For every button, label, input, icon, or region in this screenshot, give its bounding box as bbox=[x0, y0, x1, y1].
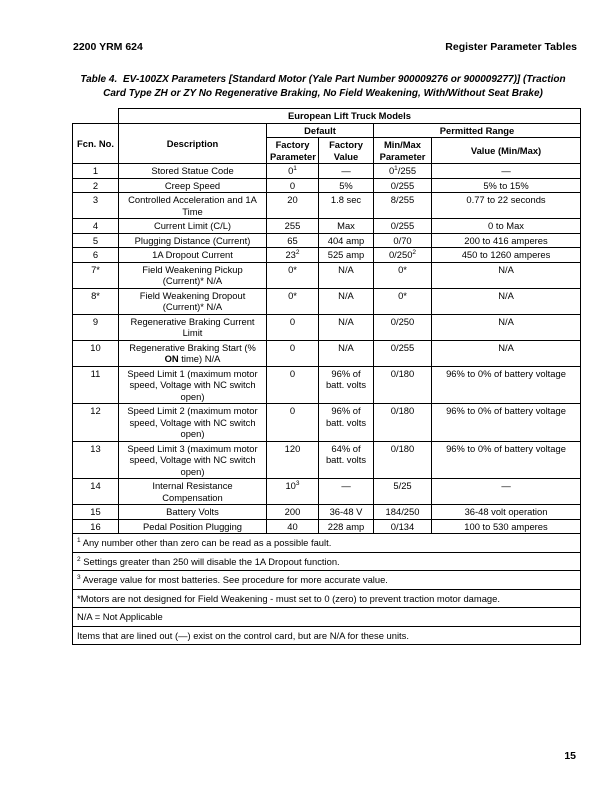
minmax-parameter-cell bbox=[374, 233, 432, 248]
footnote-text: Items that are lined out (—) exist on the control card, but are N/A for these units. bbox=[77, 629, 409, 641]
minmax-parameter-value: 0/250 bbox=[390, 315, 415, 327]
factory-parameter-cell bbox=[267, 340, 319, 366]
col-header-value-minmax: Value (Min/Max) bbox=[432, 138, 581, 164]
footnote-cell bbox=[73, 626, 581, 645]
footnote-cell bbox=[73, 608, 581, 627]
col-header-factory-value: Factory Value bbox=[319, 138, 374, 164]
footnote-text: Settings greater than 250 will disable the 1A Dropout function. bbox=[83, 555, 340, 567]
value-range-cell: — bbox=[432, 164, 581, 179]
factory-parameter-value: 0 bbox=[289, 315, 296, 327]
value-range-cell: 96% to 0% of battery voltage bbox=[432, 404, 581, 442]
factory-parameter-cell bbox=[267, 178, 319, 193]
value-range-cell: 5% to 15% bbox=[432, 178, 581, 193]
footnote-ref: 1 bbox=[293, 164, 297, 172]
table-row bbox=[73, 340, 581, 366]
minmax-parameter-cell bbox=[374, 441, 432, 479]
minmax-parameter-suffix: /255 bbox=[397, 165, 417, 176]
footnote-row bbox=[73, 534, 581, 553]
factory-parameter-cell bbox=[267, 314, 319, 340]
factory-parameter-value: 40 bbox=[287, 520, 298, 532]
factory-parameter-value: 0 bbox=[289, 367, 296, 379]
factory-parameter-cell bbox=[267, 164, 319, 179]
col-header-fcn: Fcn. No. bbox=[73, 123, 119, 164]
footnote-row bbox=[73, 552, 581, 571]
table-row bbox=[73, 479, 581, 505]
fcn-cell: 15 bbox=[73, 505, 119, 520]
footnote-ref: 1 bbox=[394, 164, 398, 172]
factory-value-cell: 96% of batt. volts bbox=[319, 404, 374, 442]
factory-parameter-cell bbox=[267, 441, 319, 479]
minmax-parameter-value: 184/250 bbox=[385, 506, 420, 517]
factory-parameter-value: 10 bbox=[285, 480, 296, 491]
minmax-parameter-value: 0* bbox=[398, 263, 407, 275]
minmax-parameter-value: 0/180 bbox=[390, 367, 415, 379]
factory-parameter-value: 0 bbox=[289, 405, 296, 416]
footnote-text: *Motors are not designed for Field Weakening - must set to 0 (zero) to prevent traction motor damage. bbox=[77, 592, 500, 604]
factory-value-cell: 96% of batt. volts bbox=[319, 366, 374, 404]
minmax-parameter-cell bbox=[374, 340, 432, 366]
value-range-cell: 0.77 to 22 seconds bbox=[432, 193, 581, 219]
description-text: Regenerative Braking Start (% bbox=[129, 341, 256, 353]
minmax-parameter-value: 0/180 bbox=[390, 442, 415, 454]
table-row bbox=[73, 248, 581, 263]
fcn-cell: 16 bbox=[73, 519, 119, 534]
factory-parameter-value: 255 bbox=[284, 220, 301, 231]
value-range-cell: 36-48 volt operation bbox=[432, 505, 581, 520]
fcn-cell: 9 bbox=[73, 314, 119, 340]
value-range-cell: N/A bbox=[432, 288, 581, 314]
footnote-text: Any number other than zero can be read as a possible fault. bbox=[82, 537, 332, 548]
factory-parameter-value: 120 bbox=[284, 442, 301, 454]
minmax-parameter-value: 0* bbox=[398, 289, 407, 301]
factory-value-cell: N/A bbox=[319, 340, 374, 366]
footnote-marker: 2 bbox=[77, 555, 81, 563]
table-row bbox=[73, 366, 581, 404]
factory-parameter-cell bbox=[267, 262, 319, 288]
description-cell: Controlled Acceleration and 1A Time bbox=[119, 193, 267, 219]
description-cell: Field Weakening Pickup (Current)* N/A bbox=[119, 262, 267, 288]
factory-parameter-value: 0 bbox=[289, 341, 296, 353]
table-caption-label: Table 4. bbox=[80, 74, 118, 85]
table-row bbox=[73, 193, 581, 219]
table-row bbox=[73, 164, 581, 179]
factory-parameter-cell bbox=[267, 479, 319, 505]
fcn-cell: 1 bbox=[73, 164, 119, 179]
table-row bbox=[73, 219, 581, 234]
factory-value-cell: 5% bbox=[319, 178, 374, 193]
col-group-permitted-range: Permitted Range bbox=[374, 123, 581, 138]
description-cell: Field Weakening Dropout (Current)* N/A bbox=[119, 288, 267, 314]
col-header-description: Description bbox=[119, 123, 267, 164]
footnote-cell bbox=[73, 571, 581, 590]
minmax-parameter-cell bbox=[374, 164, 432, 179]
footnote-marker: 1 bbox=[77, 536, 81, 544]
value-range-cell: N/A bbox=[432, 340, 581, 366]
factory-value-cell: N/A bbox=[319, 314, 374, 340]
factory-value-cell: 1.8 sec bbox=[319, 193, 374, 219]
minmax-parameter-cell bbox=[374, 366, 432, 404]
footnote-cell bbox=[73, 552, 581, 571]
fcn-cell: 2 bbox=[73, 178, 119, 193]
factory-parameter-value: 0* bbox=[288, 289, 297, 301]
fcn-cell: 14 bbox=[73, 479, 119, 505]
parameter-table bbox=[72, 108, 581, 645]
description-cell: Speed Limit 1 (maximum motor speed, Voltage with NC switch open) bbox=[119, 366, 267, 404]
value-range-cell: — bbox=[432, 479, 581, 505]
factory-parameter-cell bbox=[267, 193, 319, 219]
table-row bbox=[73, 288, 581, 314]
factory-value-cell: 404 amp bbox=[319, 233, 374, 248]
minmax-parameter-value: 0/70 bbox=[393, 234, 412, 246]
fcn-cell: 6 bbox=[73, 248, 119, 263]
minmax-parameter-value: 0/255 bbox=[390, 220, 415, 231]
factory-parameter-cell bbox=[267, 288, 319, 314]
description-cell: Internal Resistance Compensation bbox=[119, 479, 267, 505]
fcn-cell: 5 bbox=[73, 233, 119, 248]
factory-value-cell: N/A bbox=[319, 262, 374, 288]
factory-parameter-value: 65 bbox=[287, 234, 298, 246]
description-cell: Creep Speed bbox=[119, 178, 267, 193]
footnote-marker: 3 bbox=[77, 573, 81, 581]
col-header-factory-parameter: Factory Parameter bbox=[267, 138, 319, 164]
description-text: time) N/A bbox=[178, 353, 221, 364]
fcn-cell: 3 bbox=[73, 193, 119, 219]
factory-parameter-cell bbox=[267, 233, 319, 248]
table-row bbox=[73, 404, 581, 442]
minmax-parameter-value: 0/180 bbox=[390, 405, 415, 416]
factory-parameter-value: 0 bbox=[288, 165, 294, 176]
value-range-cell: 450 to 1260 amperes bbox=[432, 248, 581, 263]
value-range-cell: N/A bbox=[432, 262, 581, 288]
table-row bbox=[73, 441, 581, 479]
factory-parameter-cell bbox=[267, 519, 319, 534]
header-doc-id: 2200 YRM 624 bbox=[73, 41, 143, 53]
factory-parameter-cell bbox=[267, 366, 319, 404]
table-row bbox=[73, 262, 581, 288]
fcn-cell: 7* bbox=[73, 262, 119, 288]
factory-value-cell: — bbox=[319, 164, 374, 179]
fcn-cell: 13 bbox=[73, 441, 119, 479]
description-cell: Speed Limit 2 (maximum motor speed, Voltage with NC switch open) bbox=[119, 404, 267, 442]
page-number: 15 bbox=[564, 750, 576, 762]
factory-value-cell: 525 amp bbox=[319, 248, 374, 263]
table-group-title: European Lift Truck Models bbox=[119, 109, 581, 124]
minmax-parameter-cell bbox=[374, 248, 432, 263]
minmax-parameter-cell bbox=[374, 479, 432, 505]
factory-value-cell: — bbox=[319, 479, 374, 505]
factory-parameter-value: 0* bbox=[288, 263, 297, 275]
minmax-parameter-cell bbox=[374, 404, 432, 442]
minmax-parameter-cell bbox=[374, 219, 432, 234]
description-cell: Plugging Distance (Current) bbox=[119, 233, 267, 248]
fcn-cell: 10 bbox=[73, 340, 119, 366]
minmax-parameter-cell bbox=[374, 519, 432, 534]
value-range-cell: 200 to 416 amperes bbox=[432, 233, 581, 248]
footnote-row bbox=[73, 589, 581, 608]
fcn-cell: 12 bbox=[73, 404, 119, 442]
footnote-row bbox=[73, 626, 581, 645]
table-row bbox=[73, 314, 581, 340]
minmax-parameter-value: 0/250 bbox=[388, 249, 413, 260]
fcn-cell: 8* bbox=[73, 288, 119, 314]
fcn-cell: 11 bbox=[73, 366, 119, 404]
footnote-row bbox=[73, 571, 581, 590]
minmax-parameter-value: 0/134 bbox=[390, 520, 415, 532]
table-caption-text: EV-100ZX Parameters [Standard Motor (Yale Part Number 900009276 or 900009277)] (Traction Card Type ZH or ZY No Regenerative Braking, No Field Weakening, With/Without Seat Brake) bbox=[103, 74, 566, 99]
description-emphasis: ON bbox=[164, 353, 179, 364]
factory-parameter-value: 20 bbox=[287, 194, 298, 205]
footnote-text: Average value for most batteries. See procedure for more accurate value. bbox=[82, 574, 388, 585]
minmax-parameter-value: 0 bbox=[388, 165, 395, 176]
factory-parameter-cell bbox=[267, 219, 319, 234]
minmax-parameter-value: 8/255 bbox=[390, 194, 415, 205]
description-cell: Stored Statue Code bbox=[119, 164, 267, 179]
table-caption bbox=[73, 73, 573, 101]
factory-value-cell: Max bbox=[319, 219, 374, 234]
minmax-parameter-value: 0/255 bbox=[390, 179, 415, 191]
factory-parameter-cell bbox=[267, 404, 319, 442]
footnote-text: N/A = Not Applicable bbox=[77, 611, 163, 622]
description-cell: Current Limit (C/L) bbox=[119, 219, 267, 234]
description-cell: Speed Limit 3 (maximum motor speed, Voltage with NC switch open) bbox=[119, 441, 267, 479]
description-cell bbox=[119, 340, 267, 366]
minmax-parameter-cell bbox=[374, 193, 432, 219]
value-range-cell: 0 to Max bbox=[432, 219, 581, 234]
minmax-parameter-cell bbox=[374, 178, 432, 193]
factory-value-cell: 228 amp bbox=[319, 519, 374, 534]
value-range-cell: 100 to 530 amperes bbox=[432, 519, 581, 534]
value-range-cell: 96% to 0% of battery voltage bbox=[432, 441, 581, 479]
footnote-cell bbox=[73, 589, 581, 608]
description-cell: Regenerative Braking Current Limit bbox=[119, 314, 267, 340]
factory-value-cell: N/A bbox=[319, 288, 374, 314]
minmax-parameter-cell bbox=[374, 262, 432, 288]
minmax-parameter-cell bbox=[374, 288, 432, 314]
minmax-parameter-cell bbox=[374, 314, 432, 340]
description-cell: Pedal Position Plugging bbox=[119, 519, 267, 534]
factory-value-cell: 64% of batt. volts bbox=[319, 441, 374, 479]
factory-parameter-value: 23 bbox=[285, 249, 296, 260]
table-row bbox=[73, 178, 581, 193]
header-section-title: Register Parameter Tables bbox=[445, 41, 577, 53]
footnote-ref: 2 bbox=[412, 248, 417, 256]
table-row bbox=[73, 505, 581, 520]
factory-parameter-cell bbox=[267, 248, 319, 263]
fcn-cell: 4 bbox=[73, 219, 119, 234]
table-row bbox=[73, 233, 581, 248]
factory-parameter-value: 0 bbox=[289, 179, 296, 191]
minmax-parameter-cell bbox=[374, 505, 432, 520]
factory-parameter-cell bbox=[267, 505, 319, 520]
minmax-parameter-value: 0/255 bbox=[390, 341, 415, 353]
factory-parameter-value: 200 bbox=[284, 506, 301, 517]
description-cell: 1A Dropout Current bbox=[119, 248, 267, 263]
description-cell: Battery Volts bbox=[119, 505, 267, 520]
value-range-cell: 96% to 0% of battery voltage bbox=[432, 366, 581, 404]
table-row bbox=[73, 519, 581, 534]
footnote-cell bbox=[73, 534, 581, 553]
footnote-row bbox=[73, 608, 581, 627]
col-group-default: Default bbox=[267, 123, 374, 138]
col-header-minmax-parameter: Min/Max Parameter bbox=[374, 138, 432, 164]
footnote-ref: 2 bbox=[295, 248, 300, 256]
footnote-ref: 3 bbox=[295, 479, 300, 487]
factory-value-cell: 36-48 V bbox=[319, 505, 374, 520]
minmax-parameter-value: 5/25 bbox=[393, 480, 412, 491]
value-range-cell: N/A bbox=[432, 314, 581, 340]
